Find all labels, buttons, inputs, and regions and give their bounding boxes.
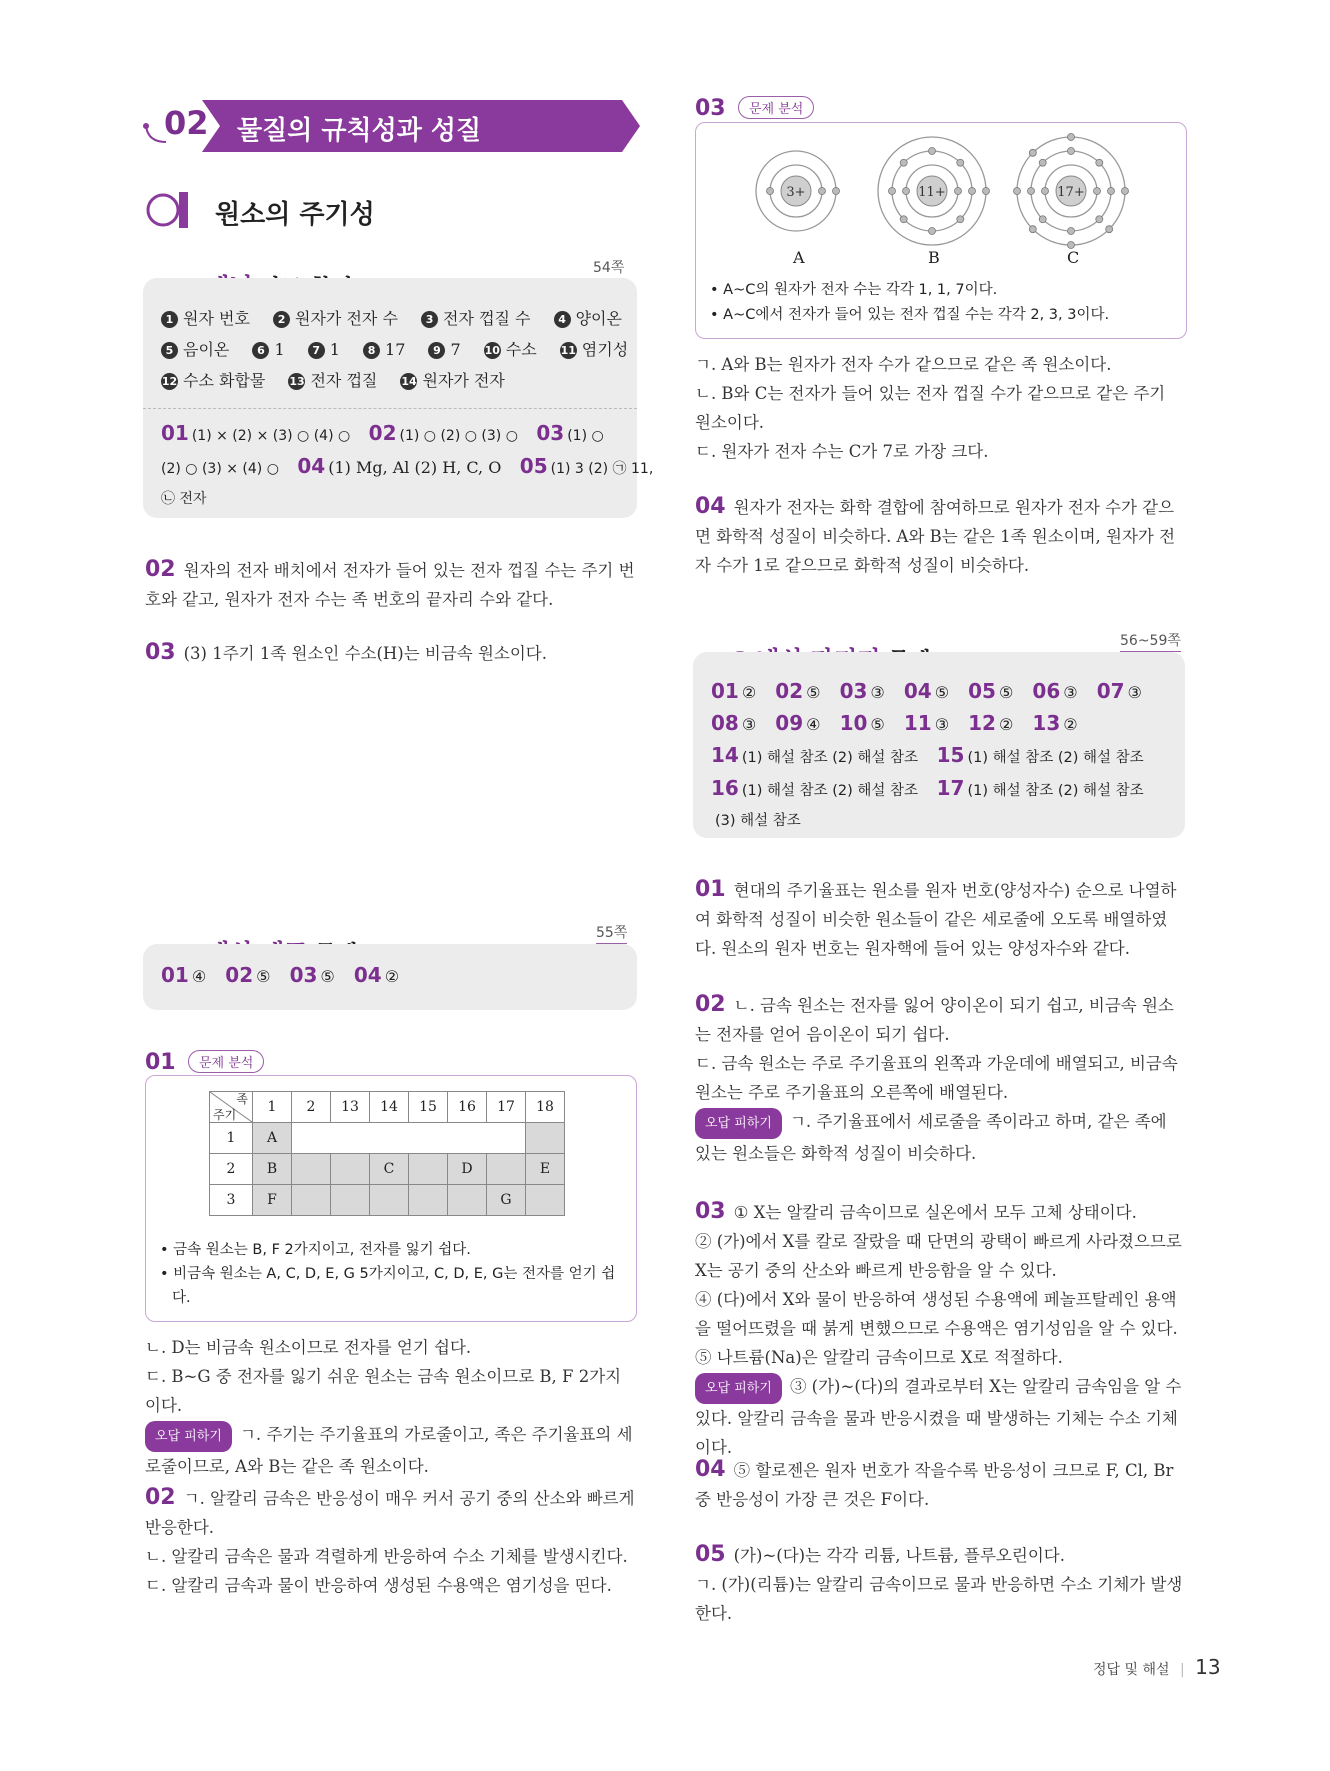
- answer-text: ⑤: [998, 683, 1014, 702]
- table-cell: E: [526, 1154, 565, 1185]
- group-header: 13: [331, 1092, 370, 1123]
- explanation-text: (3) 1주기 1족 원소인 수소(H)는 비금속 원소이다.: [183, 644, 547, 663]
- answer-text: (1) ○: [567, 428, 604, 444]
- avoid-mistake-badge: 오답 피하기: [145, 1421, 232, 1452]
- step2-page-ref: 55쪽: [596, 922, 627, 944]
- answer-text: ④: [191, 967, 207, 986]
- explanation-line: ㄷ. 알칼리 금속과 물이 반응하여 생성된 수용액은 염기성을 띤다.: [145, 1576, 612, 1595]
- answer-text: ③: [870, 683, 885, 702]
- r05-explanation: [695, 1540, 1185, 1628]
- group-header: 15: [409, 1092, 448, 1123]
- explanation-text: 원자의 전자 배치에서 전자가 들어 있는 전자 껍질 수는 주기 번호와 같고, 원자가 전자 수는 족 번호의 끝자리 수와 같다.: [145, 561, 635, 609]
- periodic-table: [209, 1091, 565, 1216]
- electron: [1042, 188, 1049, 195]
- answer-number: 03: [839, 679, 868, 703]
- electron: [1039, 216, 1046, 223]
- step3-page-ref: 56~59쪽: [1120, 630, 1181, 652]
- answer-number: 02: [775, 679, 804, 703]
- concept-item: 1: [329, 340, 340, 359]
- electron: [833, 188, 840, 195]
- concept-item: 원자가 전자: [422, 371, 505, 390]
- step3-box: [693, 652, 1185, 838]
- answer-number: 08: [711, 711, 739, 735]
- r02-explanation: [695, 990, 1185, 1168]
- electron: [903, 188, 910, 195]
- bullet-text: 비금속 원소는 A, C, D, E, G 5가지이고, C, D, E, G는 전자를 얻기 쉽다.: [172, 1266, 616, 1306]
- question-number: 03: [695, 96, 726, 121]
- electron: [1029, 226, 1036, 233]
- explanation-line: ④ (다)에서 X와 물이 반응하여 생성된 수용액에 페놀프탈레인 용액을 떨어뜨렸을 때 붉게 변했으므로 수용액은 염기성임을 알 수 있다.: [695, 1290, 1178, 1338]
- question-number: 02: [145, 557, 176, 582]
- answer-number: 05: [968, 679, 996, 703]
- period-header: 1: [210, 1123, 253, 1154]
- answer-text: (1) × (2) × (3) ○ (4) ○: [191, 428, 351, 444]
- explanation-text: 원자가 전자는 화학 결합에 참여하므로 원자가 전자 수가 같으면 화학적 성질이 비슷하다. A와 B는 같은 1족 원소이며, 원자가 전자 수가 1로 같으므로 화학적 성질이 비슷하다.: [695, 498, 1176, 575]
- electron: [1068, 148, 1075, 155]
- table-cell: F: [253, 1185, 292, 1216]
- concept-item: 양이온: [575, 309, 622, 328]
- answer-number: 01: [161, 421, 189, 445]
- explanation-line: ㄷ. 금속 원소는 주로 주기율표의 왼쪽과 가운데에 배열되고, 비금속 원소는 주로 주기율표의 오른쪽에 배열된다.: [695, 1054, 1178, 1102]
- answer-text: (3) 해설 참조: [715, 813, 801, 829]
- r04-explanation: [695, 1455, 1185, 1514]
- answer-text: ⑤: [870, 715, 885, 734]
- answer-number: 17: [936, 776, 965, 800]
- answer-number: 16: [711, 776, 739, 800]
- q02-explanation: [145, 1483, 637, 1600]
- concept-item: 7: [450, 340, 461, 359]
- answer-number: 01: [711, 679, 739, 703]
- period-header: 3: [210, 1185, 253, 1216]
- answer-number: 07: [1096, 679, 1125, 703]
- electron: [1039, 159, 1046, 166]
- answer-text: (1) ○ (2) ○ (3) ○: [399, 428, 518, 444]
- electron: [957, 216, 964, 223]
- electron: [1106, 226, 1113, 233]
- electron: [1096, 159, 1103, 166]
- concept-item: 전자 껍질: [310, 371, 378, 390]
- explanation-line: ㄱ. 알칼리 금속은 반응성이 매우 커서 공기 중의 산소와 빠르게 반응한다.: [145, 1489, 635, 1537]
- answer-number: 03: [536, 421, 565, 445]
- answer-number: 13: [1032, 711, 1061, 735]
- electron: [957, 159, 964, 166]
- table-cell: D: [448, 1154, 487, 1185]
- question-number: 01: [695, 877, 726, 902]
- answer-number: 10: [839, 711, 868, 735]
- bullet-text: 금속 원소는 B, F 2가지이고, 전자를 잃기 쉽다.: [173, 1242, 471, 1258]
- answer-number: 04: [353, 963, 382, 987]
- answer-number: 02: [225, 963, 254, 987]
- answer-text: (1) 해설 참조 (2) 해설 참조: [967, 750, 1144, 766]
- r03-explanation: [695, 1197, 1185, 1462]
- answer-text: (1) Mg, Al (2) H, C, O: [328, 458, 502, 477]
- explanation-text: ⑤ 할로젠은 원자 번호가 작을수록 반응성이 크므로 F, Cl, Br 중 반응성이 가장 큰 것은 F이다.: [695, 1461, 1174, 1509]
- concept-item: 수소: [505, 340, 537, 359]
- answer-number: 04: [903, 679, 932, 703]
- answer-number: 04: [297, 454, 326, 478]
- atom-diagram: [878, 137, 990, 245]
- table-cell-empty: [292, 1123, 526, 1154]
- explanation-line: ㄱ. 주기는 주기율표의 가로줄이고, 족은 주기율표의 세로줄이므로, A와 B는 같은 족 원소이다.: [145, 1425, 633, 1476]
- q01-explanation: [145, 1333, 637, 1481]
- corner-period-label: 주기: [213, 1108, 237, 1122]
- nucleus-charge: 11+: [918, 185, 946, 200]
- question-number: 04: [695, 494, 726, 519]
- concept-item: 원자 번호: [183, 309, 250, 328]
- left-expl-03: [145, 638, 637, 668]
- answer-text: ㉡ 전자: [161, 491, 207, 507]
- explanation-line: ㄱ. 주기율표에서 세로줄을 족이라고 하며, 같은 족에 있는 원소들은 화학적 성질이 비슷하다.: [695, 1112, 1167, 1163]
- table-cell: [448, 1185, 487, 1216]
- chapter-title: 물질의 규칙성과 성질: [237, 116, 482, 146]
- q03-bullets: • A~C의 원자가 전자 수는 각각 1, 1, 7이다. • A~C에서 전자가 들어 있는 전자 껍질 수는 각각 2, 3, 3이다.: [710, 282, 1110, 323]
- footer-label: 정답 및 해설: [1093, 1662, 1170, 1678]
- answer-text: ⑤: [256, 967, 271, 986]
- group-header: 14: [370, 1092, 409, 1123]
- table-cell: A: [253, 1123, 292, 1154]
- avoid-mistake-badge: 오답 피하기: [695, 1373, 782, 1404]
- explanation-line: ㄴ. 알칼리 금속은 물과 격렬하게 반응하여 수소 기체를 발생시킨다.: [145, 1547, 628, 1566]
- explanation-line: ② (가)에서 X를 칼로 잘랐을 때 단면의 광택이 빠르게 사라졌으므로 X는 공기 중의 산소와 빠르게 반응함을 알 수 있다.: [695, 1232, 1182, 1280]
- electron: [929, 148, 936, 155]
- answer-text: ④: [806, 715, 821, 734]
- table-cell: [526, 1123, 565, 1154]
- answer-text: ⑤: [806, 683, 821, 702]
- answer-text: ③: [1063, 683, 1078, 702]
- nucleus-charge: 3+: [786, 185, 806, 200]
- bullet-text: A~C에서 전자가 들어 있는 전자 껍질 수는 각각 2, 3, 3이다.: [723, 307, 1110, 323]
- nucleus-charge: 17+: [1057, 185, 1085, 200]
- explanation-line: ㄷ. B~G 중 전자를 잃기 쉬운 원소는 금속 원소이므로 B, F 2가지이다.: [145, 1367, 622, 1415]
- step3-answers: [711, 676, 1181, 836]
- electron: [929, 228, 936, 235]
- table-cell: B: [253, 1154, 292, 1185]
- step2-box: [143, 944, 637, 1010]
- table-cell: G: [487, 1185, 526, 1216]
- answer-number: 06: [1032, 679, 1061, 703]
- question-number: 03: [695, 1199, 726, 1224]
- answer-text: ③: [934, 715, 950, 734]
- answer-number: 05: [519, 454, 548, 478]
- q01-analysis-box: [145, 1075, 637, 1322]
- answer-text: (1) 3 (2) ㉠ 11,: [550, 461, 654, 477]
- chapter-banner: [142, 98, 642, 154]
- table-cell: [292, 1154, 331, 1185]
- group-header: 17: [487, 1092, 526, 1123]
- group-header: 1: [253, 1092, 292, 1123]
- answer-number: 12: [968, 711, 996, 735]
- explanation-line: ③ (가)~(다)의 결과로부터 X는 알칼리 금속임을 알 수 있다. 알칼리 금속을 물과 반응시켰을 때 발생하는 기체는 수소 기체이다.: [695, 1377, 1182, 1457]
- question-number: 02: [145, 1485, 176, 1510]
- table-cell: [487, 1154, 526, 1185]
- answer-text: ③: [741, 715, 757, 734]
- atom-diagram: [756, 151, 840, 231]
- electron: [983, 188, 990, 195]
- answer-number: 11: [903, 711, 932, 735]
- q04-explanation: [695, 492, 1185, 580]
- answer-number: 03: [289, 963, 318, 987]
- question-number: 03: [145, 640, 176, 665]
- table-cell: [370, 1185, 409, 1216]
- table-cell: [331, 1185, 370, 1216]
- concept-item: 원자가 전자 수: [295, 309, 398, 328]
- electron: [900, 216, 907, 223]
- atom-diagram: [1014, 134, 1129, 249]
- electron: [1014, 188, 1021, 195]
- left-expl-02: [145, 555, 637, 614]
- explanation-line: ㄴ. D는 비금속 원소이므로 전자를 얻기 쉽다.: [145, 1338, 472, 1357]
- step1-page-ref: 54쪽: [593, 257, 624, 279]
- answer-text: ③: [1127, 683, 1142, 702]
- divider: [143, 408, 637, 409]
- group-header: 16: [448, 1092, 487, 1123]
- r01-explanation: [695, 875, 1185, 963]
- answer-text: ②: [384, 967, 400, 986]
- electron: [889, 188, 896, 195]
- answer-text: ②: [741, 683, 757, 702]
- answer-number: 01: [161, 963, 189, 987]
- answer-text: (2) ○ (3) × (4) ○: [161, 461, 279, 477]
- electron: [767, 188, 774, 195]
- q01-bullets: • 금속 원소는 B, F 2가지이고, 전자를 잃기 쉽다. • 비금속 원소는 A, C, D, E, G 5가지이고, C, D, E, G는 전자를 얻기 쉽다.: [160, 1242, 616, 1306]
- table-cell: [292, 1185, 331, 1216]
- electron: [1068, 134, 1075, 141]
- explanation-line: ㄷ. 원자가 전자 수는 C가 7로 가장 크다.: [695, 442, 989, 461]
- bullet-text: A~C의 원자가 전자 수는 각각 1, 1, 7이다.: [723, 282, 998, 298]
- explanation-line: ㄴ. 금속 원소는 전자를 잃어 양이온이 되기 쉽고, 비금속 원소는 전자를 얻어 음이온이 되기 쉽다.: [695, 996, 1174, 1044]
- answer-text: (1) 해설 참조 (2) 해설 참조: [741, 783, 919, 799]
- atom-diagrams: [696, 123, 1186, 263]
- footer: 정답 및 해설 | 13: [1093, 1655, 1221, 1679]
- electron: [1029, 149, 1036, 156]
- atom-label: A: [793, 248, 805, 267]
- electron: [1108, 188, 1115, 195]
- step1-answers: [161, 418, 654, 514]
- q03-analysis-box: [695, 122, 1187, 339]
- table-cell: [331, 1154, 370, 1185]
- concept-item: 염기성: [581, 340, 629, 359]
- chapter-number: 02: [164, 104, 209, 142]
- step1-box: [143, 278, 654, 518]
- answer-number: 02: [368, 421, 397, 445]
- answer-number: 14: [711, 743, 739, 767]
- table-corner: [210, 1092, 253, 1123]
- electron: [819, 188, 826, 195]
- electron: [969, 188, 976, 195]
- explanation-line: ㄴ. B와 C는 전자가 들어 있는 전자 껍질 수가 같으므로 같은 주기 원소이다.: [695, 384, 1166, 432]
- electron: [1122, 188, 1129, 195]
- concept-item: 17: [385, 340, 406, 359]
- section-title: 원소의 주기성: [215, 200, 375, 230]
- step1-concepts: 1 원자 번호 2 원자가 전자 수 3 전자 껍질 수 4 양이온 5 음이온 6 1 7 1 8 17 9 7 10 수소 11 염기성 12 수소 화합물 13 전자 껍질 14 원자가 전자: [161, 309, 629, 390]
- electron: [955, 188, 962, 195]
- group-header: 2: [292, 1092, 331, 1123]
- answer-text: ⑤: [934, 683, 950, 702]
- section-number-graphic: [145, 190, 197, 230]
- question-number: 05: [695, 1542, 726, 1567]
- concept-item: 1: [274, 340, 285, 359]
- table-cell: C: [370, 1154, 409, 1185]
- answer-text: ②: [998, 715, 1014, 734]
- problem-analysis-tag: 문제 분석: [188, 1050, 264, 1073]
- table-cell: [409, 1154, 448, 1185]
- answer-text: ⑤: [320, 967, 335, 986]
- explanation-line: ⑤ 나트륨(Na)은 알칼리 금속이므로 X로 적절하다.: [695, 1348, 1063, 1367]
- atom-label: C: [1067, 248, 1080, 267]
- answer-number: 09: [775, 711, 804, 735]
- explanation-text: 현대의 주기율표는 원소를 원자 번호(양성자수) 순으로 나열하여 화학적 성질이 비슷한 원소들이 같은 세로줄에 오도록 배열하였다. 원소의 원자 번호는 원자핵에 들어 있는 양성자수와 같다.: [695, 881, 1177, 958]
- period-header: 2: [210, 1154, 253, 1185]
- answer-text: ②: [1063, 715, 1078, 734]
- electron: [1028, 188, 1035, 195]
- explanation-line: ㄱ. A와 B는 원자가 전자 수가 같으므로 같은 족 원소이다.: [695, 355, 1112, 374]
- question-number: 01: [145, 1050, 176, 1075]
- step2-answers: [161, 960, 399, 992]
- q03-explanation: [695, 350, 1185, 466]
- concept-item: 음이온: [183, 340, 230, 359]
- explanation-line: ① X는 알칼리 금속이므로 실온에서 모두 고체 상태이다.: [733, 1203, 1137, 1222]
- electron: [1068, 228, 1075, 235]
- group-header: 18: [526, 1092, 565, 1123]
- concept-item: 수소 화합물: [183, 371, 266, 390]
- electron: [1096, 216, 1103, 223]
- atom-label: B: [928, 248, 940, 267]
- corner-group-label: 족: [236, 1092, 248, 1106]
- concept-item: 전자 껍질 수: [443, 309, 531, 328]
- table-cell: [409, 1185, 448, 1216]
- explanation-line: ㄱ. (가)(리튬)는 알칼리 금속이므로 물과 반응하면 수소 기체가 발생한다.: [695, 1575, 1183, 1623]
- problem-analysis-tag: 문제 분석: [738, 96, 814, 119]
- table-cell: [526, 1185, 565, 1216]
- electron: [900, 159, 907, 166]
- page-number: 13: [1195, 1655, 1221, 1679]
- answer-text: (1) 해설 참조 (2) 해설 참조: [741, 750, 919, 766]
- electron: [1094, 188, 1101, 195]
- explanation-line: (가)~(다)는 각각 리튬, 나트륨, 플루오린이다.: [733, 1546, 1065, 1565]
- question-number: 04: [695, 1457, 726, 1482]
- answer-text: (1) 해설 참조 (2) 해설 참조: [967, 783, 1144, 799]
- avoid-mistake-badge: 오답 피하기: [695, 1108, 782, 1139]
- question-number: 02: [695, 992, 726, 1017]
- answer-number: 15: [936, 743, 965, 767]
